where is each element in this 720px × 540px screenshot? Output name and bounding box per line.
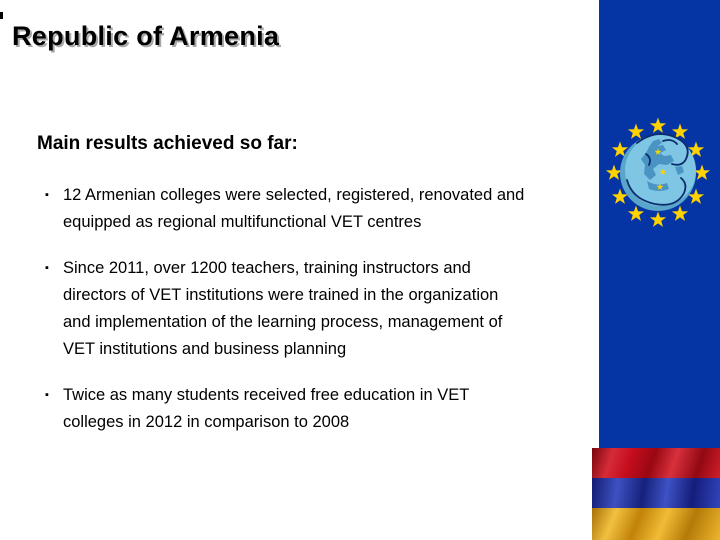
bullet-line: colleges in 2012 in comparison to 2008 xyxy=(63,413,350,431)
bullet-item xyxy=(45,182,524,236)
bullet-line: Since 2011, over 1200 teachers, training instructors and xyxy=(63,259,471,277)
bullet-list xyxy=(45,182,524,436)
bullet-line: 12 Armenian colleges were selected, registered, renovated and xyxy=(63,186,525,204)
globe-icon xyxy=(620,134,696,211)
slide-edge-artifact xyxy=(0,12,3,19)
bullet-line: equipped as regional multifunctional VET centres xyxy=(63,213,422,231)
bullet-item xyxy=(45,255,524,363)
flag-stripe-red xyxy=(592,448,720,478)
sidebar-panel xyxy=(599,0,720,540)
bullet-line: VET institutions and business planning xyxy=(63,340,347,358)
bullet-line: Twice as many students received free education in VET xyxy=(63,386,470,404)
section-heading: Main results achieved so far: xyxy=(37,133,298,154)
square-bullet-icon: ▪ xyxy=(45,262,49,274)
square-bullet-icon: ▪ xyxy=(45,189,49,201)
bullet-line: directors of VET institutions were trained in the organization xyxy=(63,286,499,304)
armenia-flag xyxy=(592,448,720,540)
eu-stars-globe-emblem xyxy=(599,113,720,234)
bullet-item xyxy=(45,382,524,436)
square-bullet-icon: ▪ xyxy=(45,389,49,401)
slide-title: Republic of Armenia xyxy=(12,21,280,51)
bullet-line: and implementation of the learning process, management of xyxy=(63,313,503,331)
flag-stripe-blue xyxy=(592,478,720,508)
flag-stripe-orange xyxy=(592,508,720,540)
